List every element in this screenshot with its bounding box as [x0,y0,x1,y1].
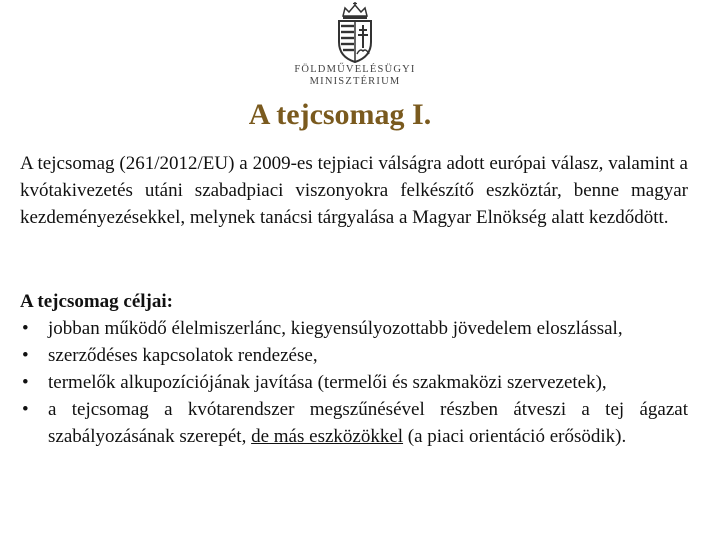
logo-line-1: FÖLDMŰVELÉSÜGYI [294,64,416,75]
bullet-icon: • [22,345,29,366]
logo-line-2: MINISZTÉRIUM [309,76,401,87]
list-item-text: szerződéses kapcsolatok rendezése, [48,345,318,366]
coat-of-arms-icon [333,2,377,64]
list-item-text: jobban működő élelmiszerlánc, kiegyensúlyozottabb jövedelem eloszlással, [48,318,623,339]
list-item [20,315,688,342]
intro-paragraph: A tejcsomag (261/2012/EU) a 2009-es tejpiaci válságra adott európai válasz, valamint a kvótakivezetés utáni szabadpiaci viszonyokra felkészítő eszköztár, benne magyar kezdeményezésekkel, melynek tanácsi tárgyalása a Magyar Elnökség alatt kezdődött. [20,153,688,228]
slide-title: A tejcsomag I. [248,98,432,131]
list-item [20,342,688,369]
bullet-icon: • [22,372,29,393]
bullet-icon: • [22,399,29,420]
underlined-phrase: de más eszközökkel [251,426,404,447]
list-item [20,369,688,396]
goals-list [20,315,688,450]
list-item-text: termelők alkupozíciójának javítása (termelői és szakmaközi szervezetek), [48,372,607,393]
list-item-text-end: (a piaci orientáció erősödik). [403,426,627,447]
list-item-text: a tejcsomag a kvótarendszer megszűnésével részben átveszi a tej ágazat szabályozásának szerepét, [48,399,688,447]
goals-heading: A tejcsomag céljai: [20,291,173,312]
list-item [20,396,688,450]
ministry-logo [270,2,440,98]
bullet-icon: • [22,318,29,339]
